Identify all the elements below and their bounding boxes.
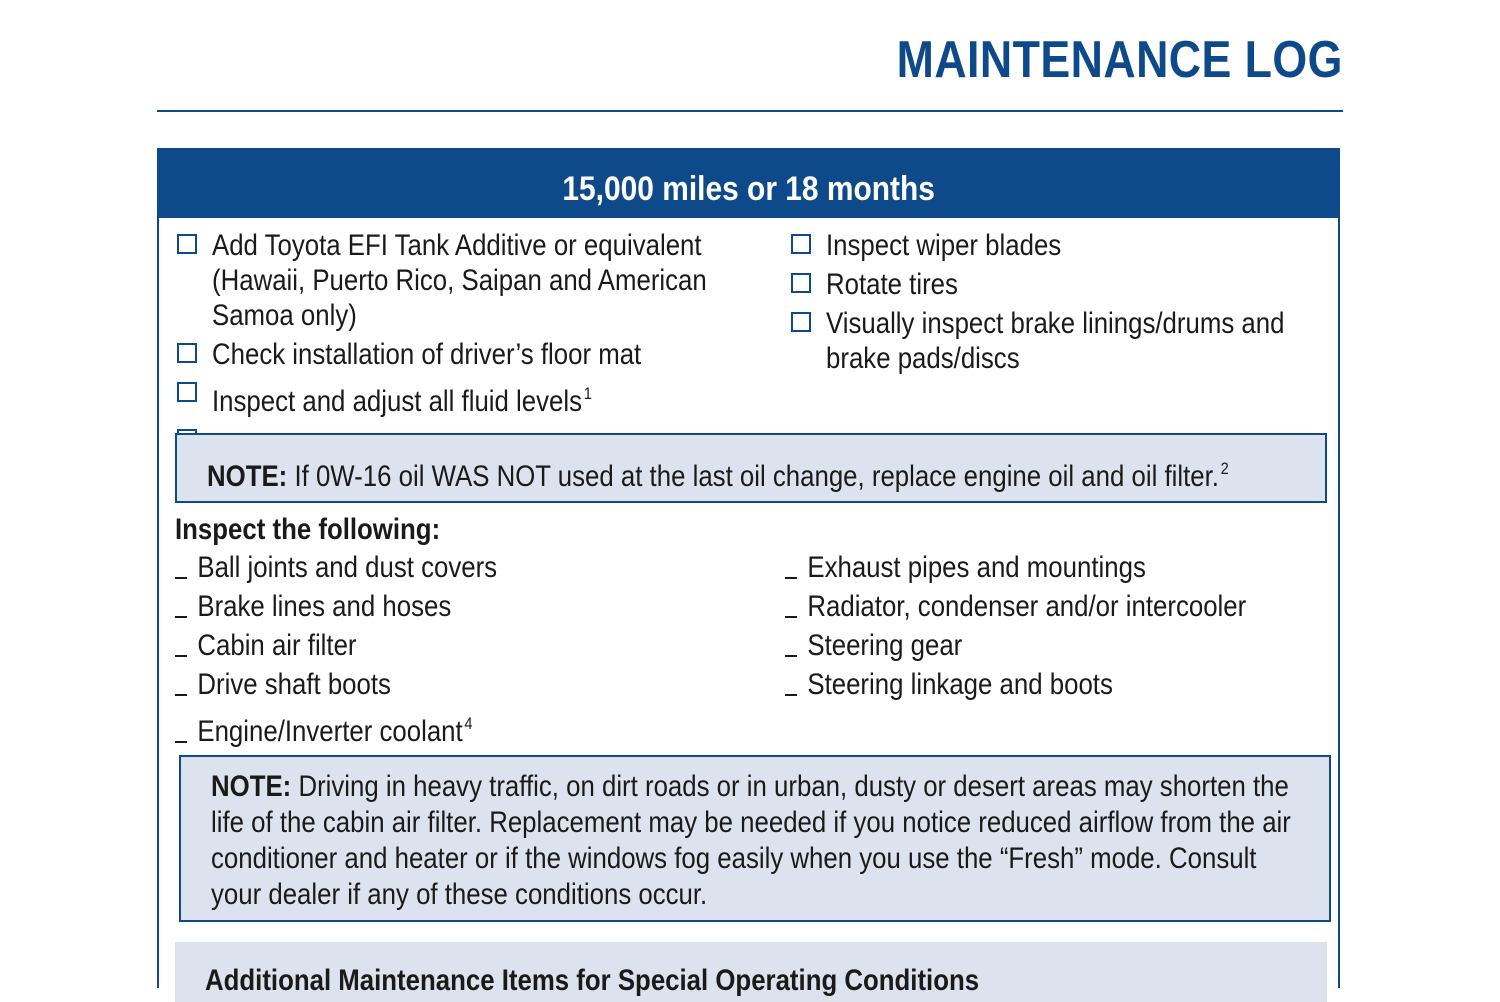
inspect-item — [785, 665, 1345, 704]
checklist-item-label: Check installation of driver’s floor mat — [212, 338, 642, 371]
inspect-left-column — [175, 548, 775, 751]
inspect-item-label: Radiator, condenser and/or intercooler — [807, 590, 1247, 623]
checklist-item — [789, 306, 1349, 376]
checklist-item — [175, 376, 775, 419]
inspect-item — [175, 626, 775, 665]
checklist-right-column — [789, 228, 1349, 380]
interval-section — [157, 148, 1340, 997]
checklist-item-label: Rotate tires — [826, 268, 958, 301]
inspect-heading-text: Inspect the following: — [175, 513, 441, 546]
title-divider — [157, 110, 1343, 112]
inspect-item — [175, 704, 775, 751]
inspect-item — [175, 587, 775, 626]
note-label: NOTE: — [207, 460, 288, 493]
footnote-marker: 1 — [583, 384, 592, 403]
inspect-right-column — [785, 548, 1345, 704]
interval-header — [159, 150, 1338, 218]
check-blank[interactable] — [175, 741, 187, 743]
interval-header-text: 15,000 miles or 18 months — [562, 170, 935, 208]
checklist-item — [175, 228, 775, 333]
checklist-item-label: Inspect and adjust all fluid levels — [212, 385, 583, 418]
check-blank[interactable] — [175, 577, 187, 579]
note-text: If 0W-16 oil WAS NOT used at the last oil change, replace engine oil and oil filter. — [294, 460, 1219, 493]
checklist-item — [789, 228, 1349, 263]
special-conditions-heading: Additional Maintenance Items for Special Operating Conditions — [205, 964, 980, 997]
check-blank[interactable] — [175, 616, 187, 618]
checkbox[interactable] — [791, 312, 811, 332]
check-blank[interactable] — [785, 616, 797, 618]
checklist-item-label: Visually inspect brake linings/drums and brake pads/discs — [826, 307, 1285, 375]
note-label: NOTE: — [211, 770, 292, 803]
inspect-item — [785, 548, 1345, 587]
checkbox[interactable] — [177, 343, 197, 363]
inspect-item-label: Exhaust pipes and mountings — [807, 551, 1146, 584]
inspect-item-label: Drive shaft boots — [197, 668, 391, 701]
checklist-item-label: Add Toyota EFI Tank Additive or equivalent (Hawaii, Puerto Rico, Saipan and American Samoa only) — [212, 229, 707, 332]
inspect-item-label: Steering gear — [807, 629, 963, 662]
cabin-filter-note — [179, 755, 1331, 922]
checklist-item — [175, 337, 775, 372]
checklist-item — [789, 267, 1349, 302]
inspect-item — [175, 548, 775, 587]
inspect-item — [785, 587, 1345, 626]
footnote-marker: 2 — [1220, 459, 1229, 478]
check-blank[interactable] — [785, 577, 797, 579]
check-blank[interactable] — [175, 694, 187, 696]
note-text: Driving in heavy traffic, on dirt roads or in urban, dusty or desert areas may shorten the life of the cabin air filter. Replacement may be needed if you notice reduced airflow from the air conditioner and heater or if the windows fog easily when you use the “Fresh” mode. Consult your dealer if any of these conditions occur. — [211, 770, 1291, 911]
checklist-item-label: Inspect wiper blades — [826, 229, 1062, 262]
inspect-item-label: Steering linkage and boots — [807, 668, 1113, 701]
inspect-item-label: Engine/Inverter coolant — [197, 715, 463, 748]
inspect-item-label: Brake lines and hoses — [197, 590, 452, 623]
inspect-item — [175, 665, 775, 704]
inspect-item-label: Ball joints and dust covers — [197, 551, 498, 584]
inspect-heading — [175, 512, 483, 548]
check-blank[interactable] — [785, 694, 797, 696]
oil-note — [175, 433, 1327, 503]
page-title: MAINTENANCE LOG — [896, 31, 1343, 89]
inspect-item-label: Cabin air filter — [197, 629, 357, 662]
checkbox[interactable] — [177, 234, 197, 254]
checkbox[interactable] — [791, 273, 811, 293]
special-conditions-band — [175, 942, 1327, 1002]
check-blank[interactable] — [785, 655, 797, 657]
checkbox[interactable] — [177, 382, 197, 402]
check-blank[interactable] — [175, 655, 187, 657]
inspect-item — [785, 626, 1345, 665]
footnote-marker: 4 — [464, 714, 473, 733]
checkbox[interactable] — [791, 234, 811, 254]
